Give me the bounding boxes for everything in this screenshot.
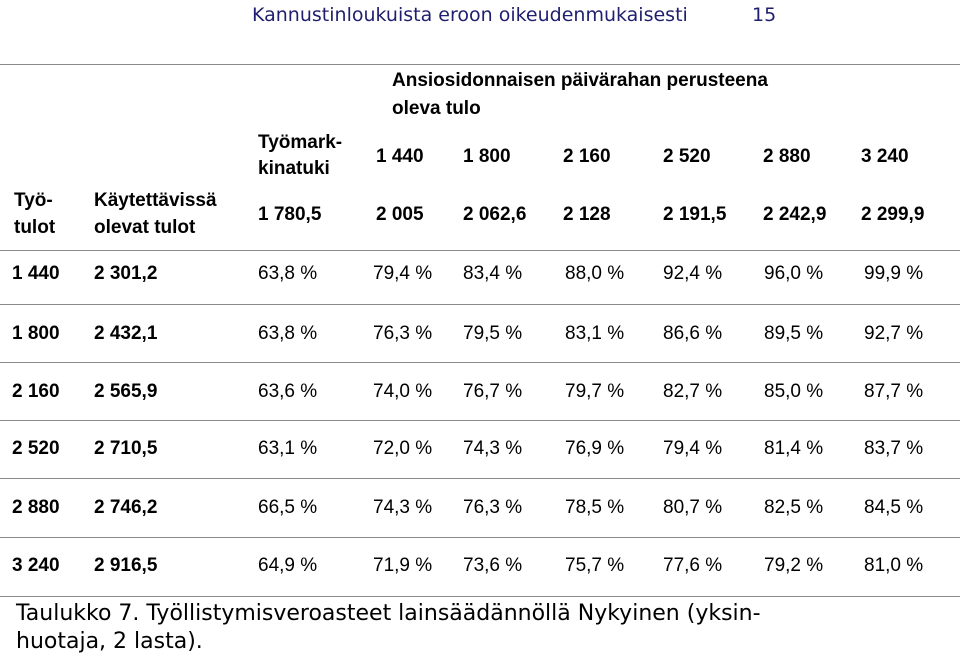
rate-cell: 79,4 % [663,438,723,459]
rate-cell: 83,4 % [463,263,523,284]
table-caption [16,600,786,656]
disposable-cell: 2 710,5 [94,438,158,459]
benefit-base-cell: 3 240 [861,146,909,167]
rate-cell: 73,6 % [463,555,523,576]
earned-income-cell: 1 800 [12,323,60,344]
disposable-income-cell: 1 780,5 [258,204,322,225]
disposable-income-cell: 2 191,5 [663,204,727,225]
rate-cell: 92,4 % [663,263,723,284]
rate-cell: 74,3 % [463,438,523,459]
header-bottom-rule [0,250,960,251]
rate-cell: 86,6 % [663,323,723,344]
row-rule [0,478,960,479]
rate-cell: 83,7 % [864,438,924,459]
disposable-cell: 2 916,5 [94,555,158,576]
disposable-cell: 2 432,1 [94,323,158,344]
rate-cell: 63,8 % [258,263,318,284]
page-number: 15 [752,4,777,26]
rate-cell: 87,7 % [864,381,924,402]
benefit-base-cell: 2 520 [663,146,711,167]
rate-cell: 84,5 % [864,497,924,518]
disposable-income-cell: 2 128 [563,204,611,225]
rate-cell: 63,6 % [258,381,318,402]
rate-cell: 76,7 % [463,381,523,402]
rate-cell: 76,3 % [373,323,433,344]
col-header-kaytettavissa-1: Käytettävissä [94,190,217,211]
rate-cell: 78,5 % [565,497,625,518]
rate-cell: 82,5 % [764,497,824,518]
disposable-cell: 2 746,2 [94,497,158,518]
earned-income-cell: 2 520 [12,438,60,459]
row-rule [0,537,960,538]
disposable-income-cell: 2 005 [376,204,424,225]
rate-cell: 96,0 % [764,263,824,284]
earned-income-cell: 1 440 [12,263,60,284]
benefit-base-cell: 1 440 [376,146,424,167]
benefit-base-cell: 1 800 [463,146,511,167]
rate-cell: 63,8 % [258,323,318,344]
rate-cell: 79,2 % [764,555,824,576]
disposable-cell: 2 565,9 [94,381,158,402]
group-header-line1: Ansiosidonnaisen päivärahan perusteena [392,70,768,91]
rate-cell: 66,5 % [258,497,318,518]
rate-cell: 77,6 % [663,555,723,576]
col-header-kaytettavissa-2: olevat tulot [94,217,196,238]
table-top-rule [0,64,960,65]
rate-cell: 63,1 % [258,438,318,459]
row-rule [0,362,960,363]
rate-cell: 74,3 % [373,497,433,518]
rate-cell: 83,1 % [565,323,625,344]
rate-cell: 92,7 % [864,323,924,344]
rate-cell: 99,9 % [864,263,924,284]
rate-cell: 76,3 % [463,497,523,518]
row-rule [0,420,960,421]
running-header: Kannustinloukuista eroon oikeudenmukaisesti [252,4,688,26]
rate-cell: 79,5 % [463,323,523,344]
earned-income-cell: 2 880 [12,497,60,518]
rate-cell: 88,0 % [565,263,625,284]
earned-income-cell: 3 240 [12,555,60,576]
rate-cell: 74,0 % [373,381,433,402]
rate-cell: 76,9 % [565,438,625,459]
disposable-income-cell: 2 242,9 [763,204,827,225]
rate-cell: 80,7 % [663,497,723,518]
col-header-tyomarkkinatuki-1: Työmark- [258,132,343,153]
col-header-tyotulot-1: Työ- [14,190,53,211]
earned-income-cell: 2 160 [12,381,60,402]
rate-cell: 81,0 % [864,555,924,576]
rate-cell: 64,9 % [258,555,318,576]
rate-cell: 82,7 % [663,381,723,402]
rate-cell: 79,4 % [373,263,433,284]
group-header-line2: oleva tulo [392,98,481,119]
disposable-income-cell: 2 299,9 [861,204,925,225]
col-header-tyotulot-2: tulot [14,217,56,238]
rate-cell: 79,7 % [565,381,625,402]
row-rule [0,304,960,305]
disposable-cell: 2 301,2 [94,263,158,284]
rate-cell: 89,5 % [764,323,824,344]
disposable-income-cell: 2 062,6 [463,204,527,225]
benefit-base-cell: 2 880 [763,146,811,167]
rate-cell: 72,0 % [373,438,433,459]
rate-cell: 71,9 % [373,555,433,576]
caption-line-1: Taulukko 7. Työllistymisveroasteet lainsäädännöllä Nykyinen (yksin- [16,601,761,626]
benefit-base-cell: 2 160 [563,146,611,167]
rate-cell: 85,0 % [764,381,824,402]
caption-line-2: huotaja, 2 lasta). [16,629,203,654]
table-bottom-rule [0,596,960,597]
col-header-tyomarkkinatuki-2: kinatuki [258,158,330,179]
rate-cell: 75,7 % [565,555,625,576]
rate-cell: 81,4 % [764,438,824,459]
